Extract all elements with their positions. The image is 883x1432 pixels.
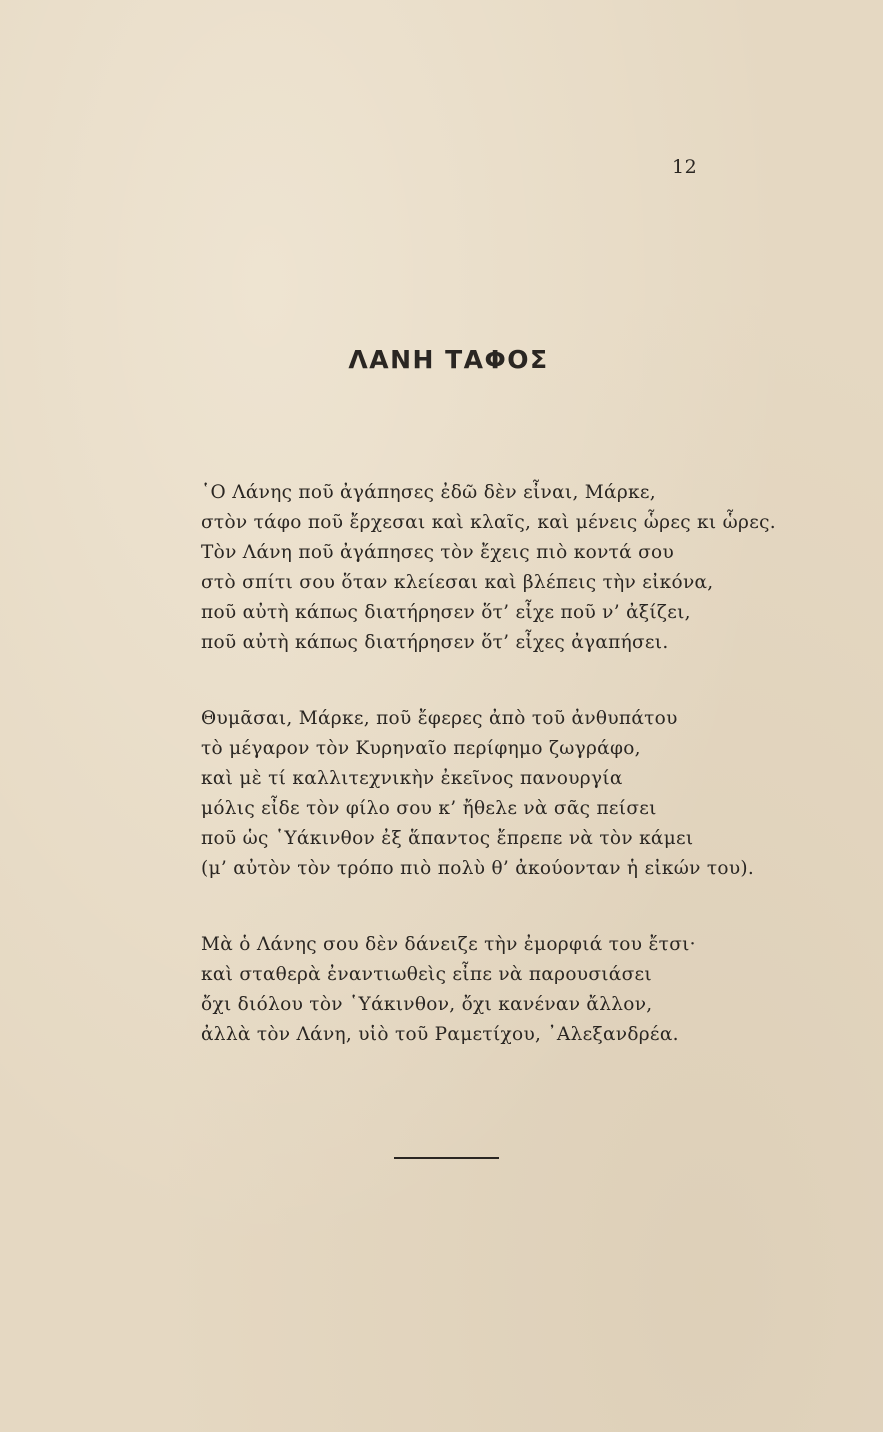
poem-title: ΛΑΝΗ ΤΑΦΟΣ [348,345,549,374]
poem-line: καὶ σταθερὰ ἐναντιωθεὶς εἶπε νὰ παρουσιάσει [201,964,652,985]
poem-line: Τὸν Λάνη ποῦ ἀγάπησες τὸν ἔχεις πιὸ κοντά σου [201,542,675,563]
poem-line: ὄχι διόλου τὸν ῾Υάκινθον, ὄχι κανέναν ἄλλον, [201,994,653,1015]
poem-line: στὸ σπίτι σου ὅταν κλείεσαι καὶ βλέπεις τὴν εἰκόνα, [201,572,714,593]
poem-line: Μὰ ὁ Λάνης σου δὲν δάνειζε τὴν ἐμορφιά του ἔτσι· [201,934,696,955]
poem-line: μόλις εἶδε τὸν φίλο σου κ’ ἤθελε νὰ σᾶς πείσει [201,798,657,819]
poem-line: ἀλλὰ τὸν Λάνη, υἱὸ τοῦ Ραμετίχου, ᾿Αλεξανδρέα. [201,1024,679,1045]
poem-line: καὶ μὲ τί καλλιτεχνικὴν ἐκεῖνος πανουργία [201,768,623,789]
page-number: 12 [672,156,698,178]
stanza-2 [201,704,761,884]
poem-line: στὸν τάφο ποῦ ἔρχεσαι καὶ κλαῖς, καὶ μένεις ὧρες κι ὧρες. [201,512,776,533]
stanza-1 [201,478,776,658]
poem-line: ποῦ ὡς ῾Υάκινθον ἐξ ἅπαντος ἔπρεπε νὰ τὸν κάμει [201,828,694,849]
poem-line: ῾Ο Λάνης ποῦ ἀγάπησες ἐδῶ δὲν εἶναι, Μάρκε, [201,482,656,503]
poem-line: ποῦ αὐτὴ κάπως διατήρησεν ὅτ’ εἶχε ποῦ ν’ ἀξίζει, [201,602,691,623]
poem-line: ποῦ αὐτὴ κάπως διατήρησεν ὅτ’ εἶχες ἀγαπήσει. [201,632,669,653]
end-divider [394,1157,499,1159]
stanza-3 [201,930,761,1050]
poem-line: τὸ μέγαρον τὸν Κυρηναῖο περίφημο ζωγράφο, [201,738,641,759]
poem-line: (μ’ αὐτὸν τὸν τρόπο πιὸ πολὺ θ’ ἀκούονταν ἡ εἰκών του). [201,858,755,879]
poem-line: Θυμᾶσαι, Μάρκε, ποῦ ἔφερες ἀπὸ τοῦ ἀνθυπάτου [201,708,678,729]
